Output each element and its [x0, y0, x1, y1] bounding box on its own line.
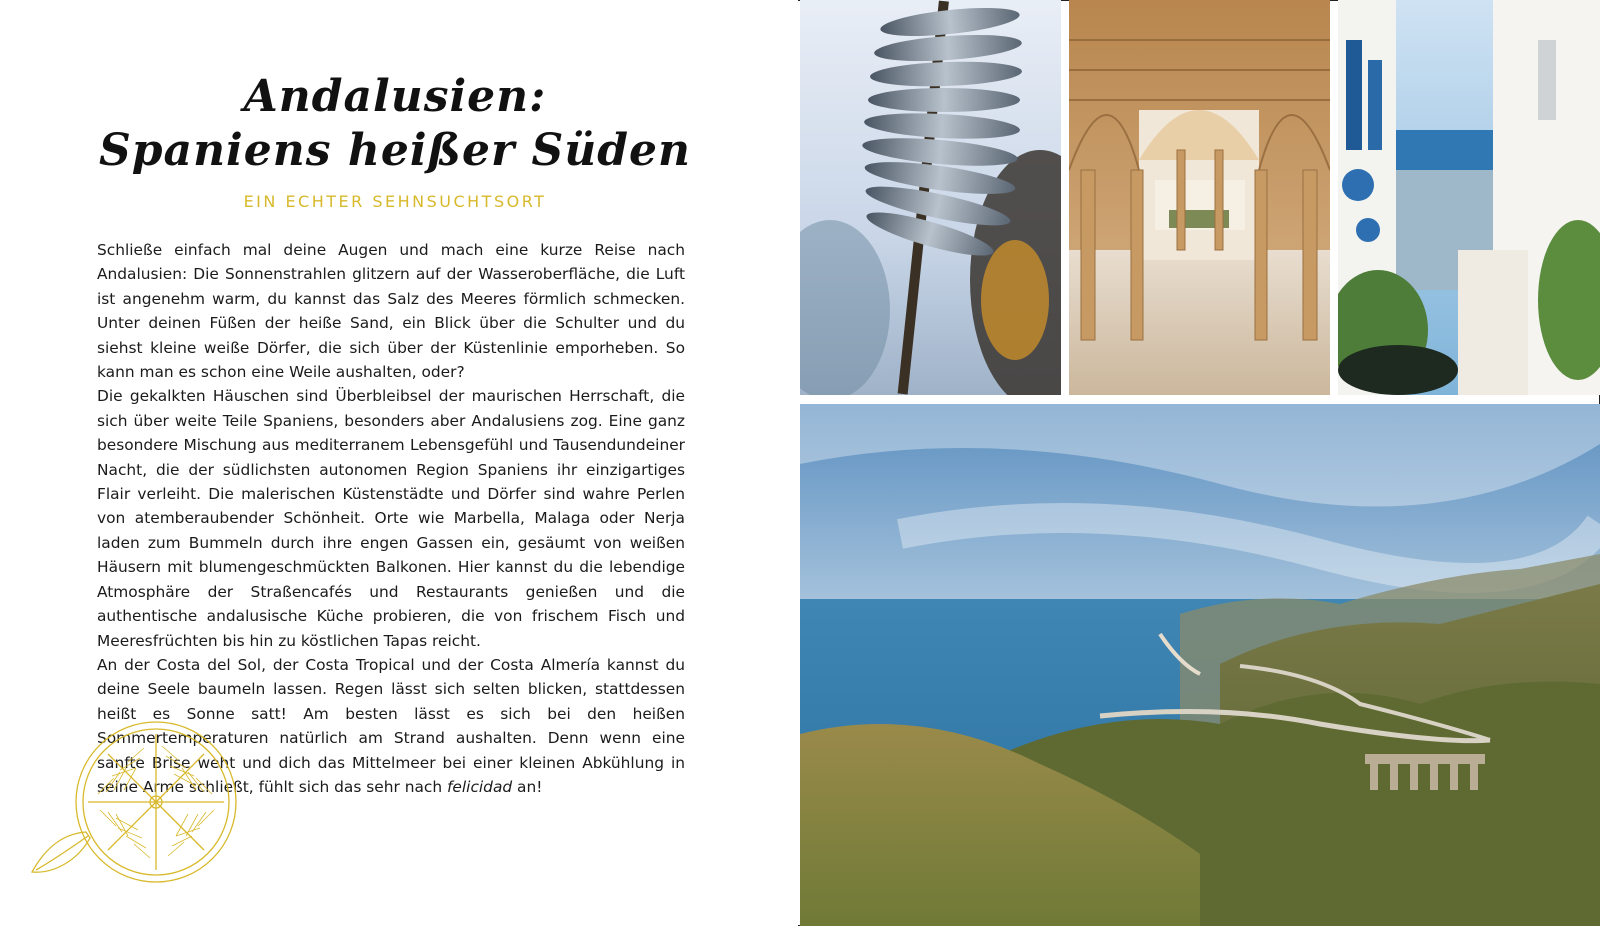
title-line-1: Andalusien:: [243, 71, 547, 122]
paragraph-1: Schließe einfach mal deine Augen und mach eine kurze Reise nach Andalusien: Die Sonnenstrahlen glitzern auf der Wasseroberfläche, die Luft ist angenehm warm, du kannst das Salz des Meeres förmlich schmecken. Unter deinen Füßen der heiße Sand, ein Blick über die Schulter und du siehst kleine weiße Dörfer, die sich über der Küstenlinie emporheben. So kann man es schon eine Weile aushalten, oder?: [97, 241, 685, 382]
alhambra-arcade-photo: [1069, 0, 1330, 395]
paragraph-3-italic: felicidad: [447, 777, 513, 796]
paragraph-2: Die gekalkten Häuschen sind Überbleibsel der maurischen Herrschaft, die sich über weite Teile Spaniens, besonders aber Andalusiens zog. Eine ganz besondere Mischung aus mediterranem Lebensgefühl und Tausendundeiner Nacht, die der südlichsten autonomen Region Spaniens ihr einzigartiges Flair verleiht. Die malerischen Küstenstädte und Dörfer sind wahre Perlen von atemberaubender Schönheit. Orte wie Marbella, Malaga oder Nerja laden zum Bummeln durch ihre engen Gassen ein, gesäumt von weißen Häusern mit blumengeschmückten Balkonen. Hier kannst du die lebendige Atmosphäre der Straßencafés und Restaurants genießen und die authentische andalusische Küche probieren, die von frischem Fisch und Meeresfrüchten bis hin zu köstlichen Tapas reicht.: [97, 387, 685, 650]
page-title: [0, 70, 790, 178]
lemon-slice-icon: [28, 716, 238, 896]
heading-block: [0, 70, 790, 211]
sardine-skewer-photo: [800, 0, 1061, 395]
left-page: [0, 0, 798, 926]
page-subtitle: EIN ECHTER SEHNSUCHTSORT: [243, 192, 547, 211]
title-line-2: Spaniens heißer Süden: [99, 125, 691, 176]
white-village-photo: [1338, 0, 1600, 395]
paragraph-3-start: An der Costa del Sol, der Costa Tropical und der Costa Almería kannst du deine Seele baumeln lassen. Regen lässt sich selten blicken, stattdessen heißt es Sonne satt! Am besten lässt es sich bei den heißen Sommertemperaturen natürlich am Strand aushalten. Denn wenn eine sanfte Brise weht und dich das Mittelmeer bei einer kleinen Abkühlung in seine Arme schließt, fühlt sich das sehr nach: [97, 655, 685, 796]
coast-landscape-photo: [800, 404, 1600, 926]
paragraph-3-end: an!: [512, 777, 543, 796]
